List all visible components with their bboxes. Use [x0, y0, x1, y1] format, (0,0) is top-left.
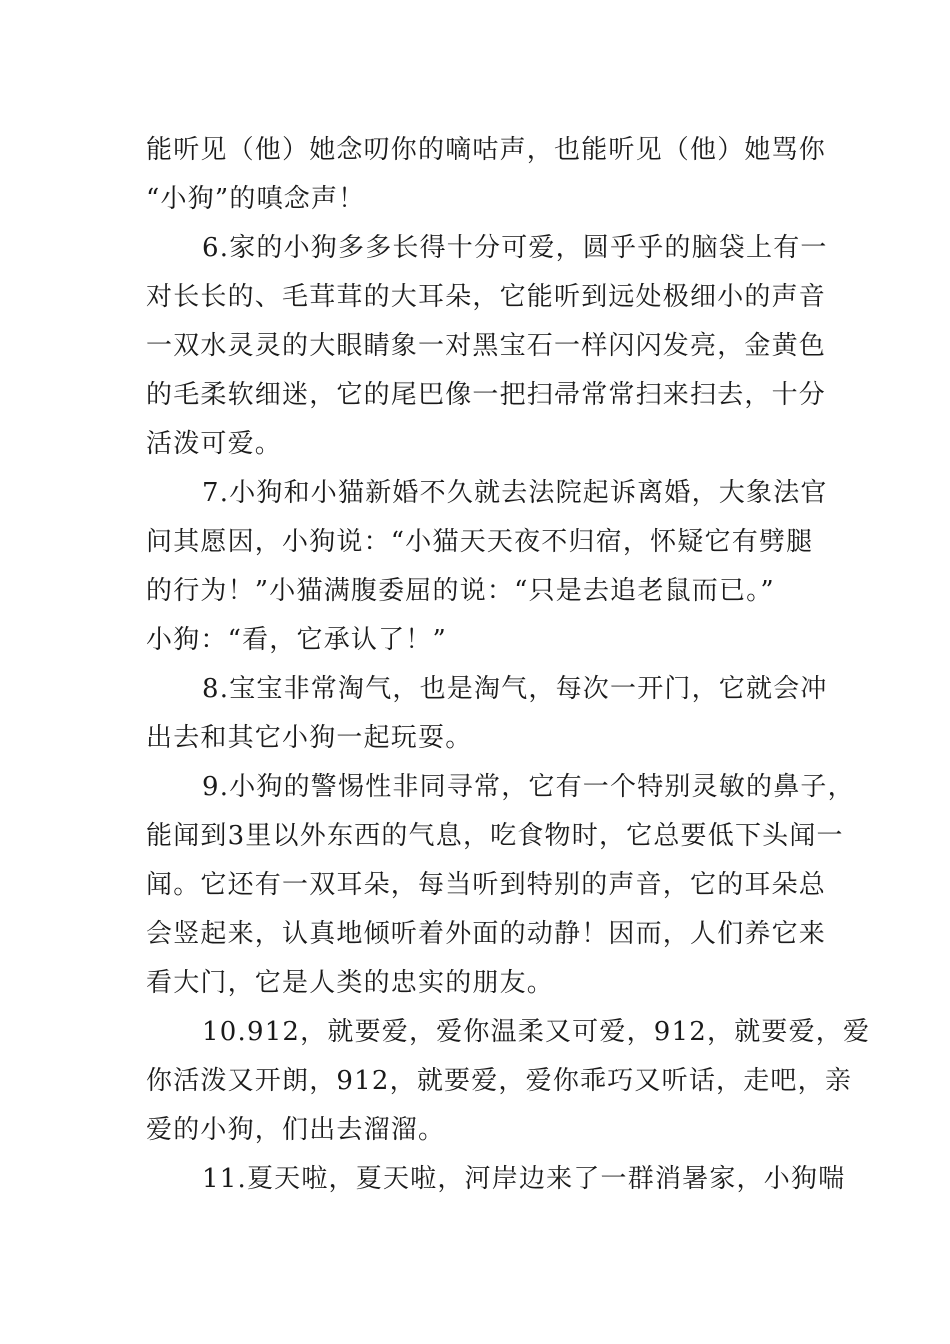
text-line: 你活泼又开朗，912，就要爱，爱你乖巧又听话，走吧，亲	[146, 1066, 853, 1096]
text-line: 9.小狗的警惕性非同寻常，它有一个特别灵敏的鼻子，	[202, 772, 855, 802]
text-line: 6.家的小狗多多长得十分可爱，圆乎乎的脑袋上有一	[202, 233, 828, 263]
text-line: 能闻到3里以外东西的气息，吃食物时，它总要低下头闻一	[146, 821, 844, 851]
text-line: 10.912，就要爱，爱你温柔又可爱，912，就要爱，爱	[202, 1017, 871, 1047]
text-line: 对长长的、毛茸茸的大耳朵，它能听到远处极细小的声音	[146, 282, 827, 312]
text-line: 一双水灵灵的大眼睛象一对黑宝石一样闪闪发亮，金黄色	[146, 331, 827, 361]
text-line: 出去和其它小狗一起玩耍。	[146, 723, 473, 753]
text-line: 的行为！”小猫满腹委屈的说：“只是去追老鼠而已。”	[146, 576, 775, 606]
text-line: 看大门，它是人类的忠实的朋友。	[146, 968, 555, 998]
text-line: 的毛柔软细迷，它的尾巴像一把扫帚常常扫来扫去，十分	[146, 380, 827, 410]
text-line: 问其愿因，小狗说：“小猫天天夜不归宿，怀疑它有劈腿	[146, 527, 814, 557]
text-line: 小狗：“看，它承认了！”	[146, 625, 447, 655]
text-line: 11.夏天啦，夏天啦，河岸边来了一群消暑家，小狗喘	[202, 1164, 846, 1194]
text-line: 闻。它还有一双耳朵，每当听到特别的声音，它的耳朵总	[146, 870, 827, 900]
text-line: “小狗”的嗔念声！	[146, 184, 366, 214]
text-line: 活泼可爱。	[146, 429, 283, 459]
text-line: 7.小狗和小猫新婚不久就去法院起诉离婚，大象法官	[202, 478, 828, 508]
text-line: 爱的小狗，们出去溜溜。	[146, 1115, 446, 1145]
text-line: 8.宝宝非常淘气，也是淘气，每次一开门，它就会冲	[202, 674, 828, 704]
document-body	[146, 126, 871, 1204]
text-line: 会竖起来，认真地倾听着外面的动静！因而，人们养它来	[146, 919, 827, 949]
text-line: 能听见（他）她念叨你的嘀咕声，也能听见（他）她骂你	[146, 135, 827, 165]
